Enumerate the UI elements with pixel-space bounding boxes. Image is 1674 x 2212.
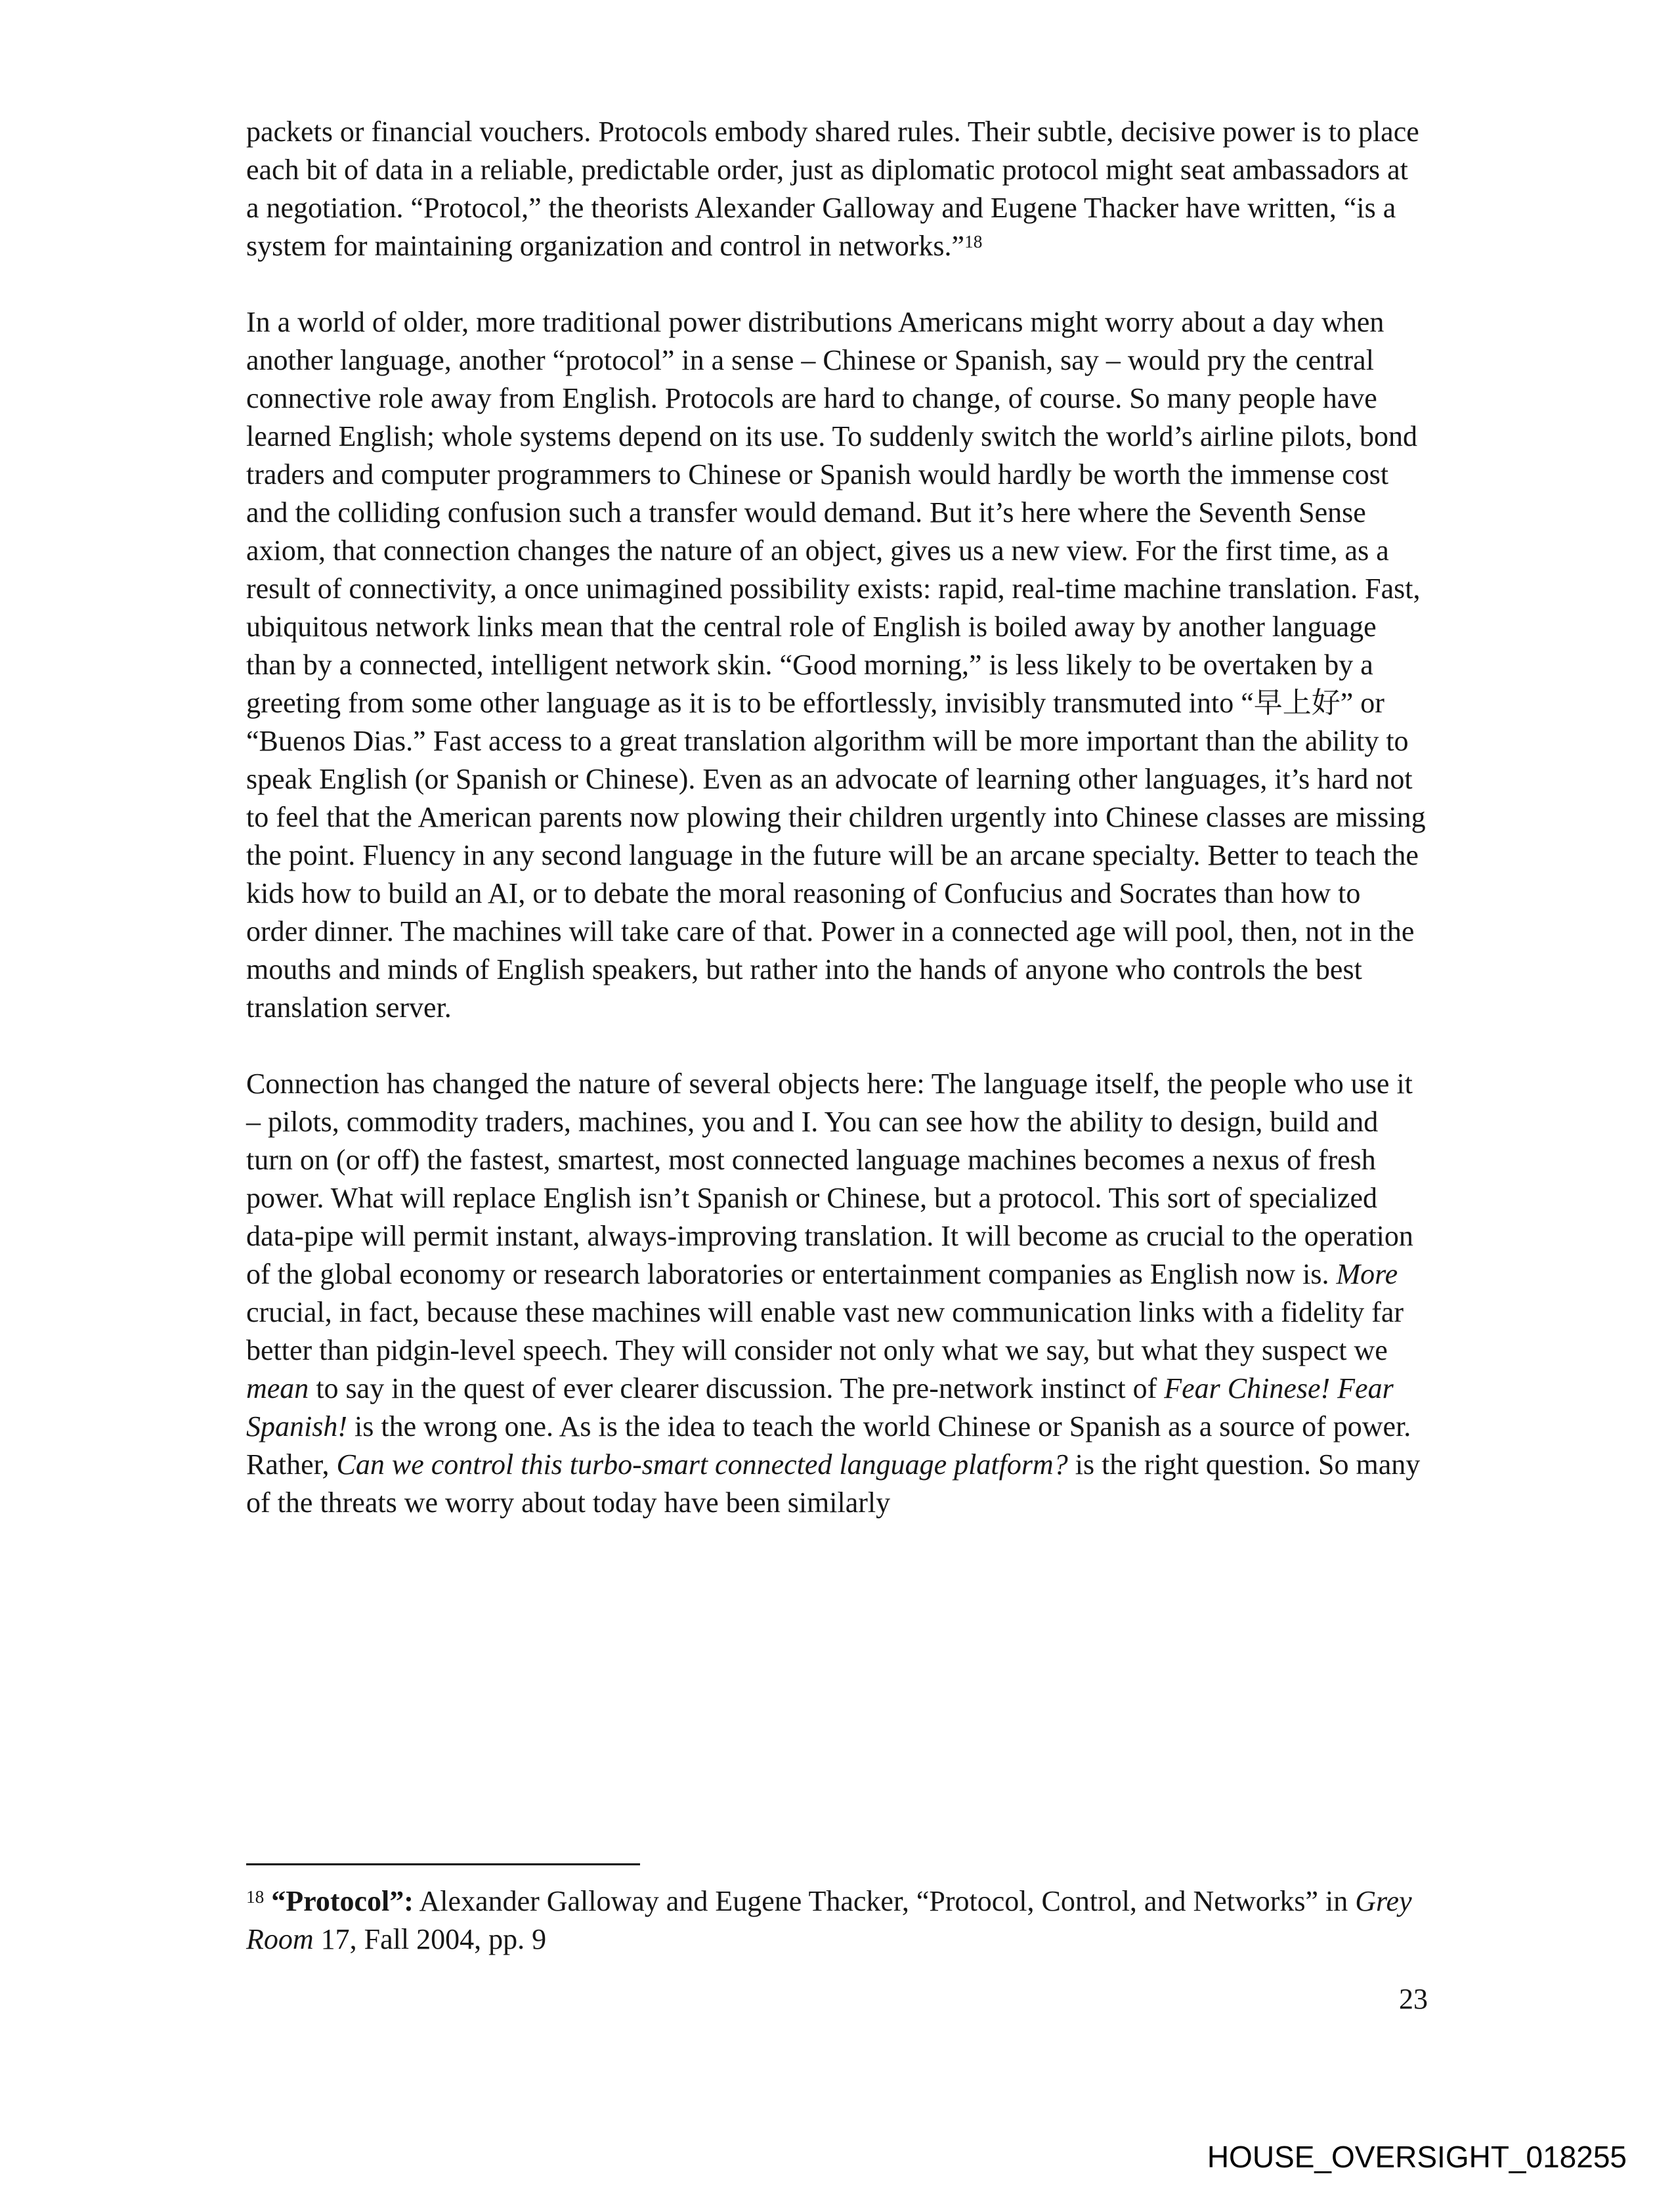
footnote (246, 1882, 1428, 1959)
paragraph-text: packets or financial vouchers. Protocols embody shared rules. Their subtle, decisive power is to place each bit of data in a reliable, predictable order, just as diplomatic protocol might seat ambassadors at a negotiation. “Protocol,” the theorists Alexander Galloway and Eugene Thacker have written, “is a system for maintaining organization and control in networks.” (246, 116, 1419, 262)
footnote-work-title: Grey Room (246, 1885, 1412, 1955)
page-number: 23 (1399, 1983, 1428, 2015)
footnote-text-segment: 17, Fall 2004, pp. 9 (313, 1923, 547, 1955)
paragraph-text: Connection has changed the nature of several objects here: The language itself, the people who use it – pilots, commodity traders, machines, you and I. You can see how the ability to design, build and turn on (or off) the fastest, smartest, most connected language machines becomes a nexus of fresh power. What will replace English isn’t Spanish or Chinese, but a protocol. This sort of specialized data-pipe will permit instant, always-improving translation. It will become as crucial to the operation of the global economy or research laboratories or entertainment companies as English now is. (246, 1068, 1413, 1290)
paragraph-text: is the right question. So many of the threats we worry about today have been similarly (246, 1448, 1421, 1519)
footnote-bold-lead: “Protocol”: (271, 1885, 414, 1917)
emphasized-text: Fear Chinese! Fear Spanish! (246, 1372, 1394, 1442)
paragraph-text: to say in the quest of ever clearer discussion. The pre-network instinct of (309, 1372, 1165, 1404)
paragraph-text: In a world of older, more traditional power distributions Americans might worry about a day when another language, another “protocol” in a sense – Chinese or Spanish, say – would pry the central connective role away from English. Protocols are hard to change, of course. So many people have learned English; whole systems depend on its use. To suddenly switch the world’s airline pilots, bond traders and computer programmers to Chinese or Spanish would hardly be worth the immense cost and the colliding confusion such a transfer would demand. But it’s here where the Seventh Sense axiom, that connection changes the nature of an object, gives us a new view. For the first time, as a result of connectivity, a once unimagined possibility exists: rapid, real-time machine translation. Fast, ubiquitous network links mean that the central role of English is boiled away by another language than by a connected, intelligent network skin. “Good morning,” is less likely to be overtaken by a greeting from some other language as it is to be effortlessly, invisibly transmuted into “早上好” or “Buenos Dias.” Fast access to a great translation algorithm will be more important than the ability to speak English (or Spanish or Chinese). Even as an advocate of learning other languages, it’s hard not to feel that the American parents now plowing their children urgently into Chinese classes are missing the point. Fluency in any second language in the future will be an arcane specialty. Better to teach the kids how to build an AI, or to debate the moral reasoning of Confucius and Socrates than how to order dinner. The machines will take care of that. Power in a connected age will pool, then, not in the mouths and minds of English speakers, but rather into the hands of anyone who controls the best translation server. (246, 306, 1426, 1024)
footnote-text-segment: Alexander Galloway and Eugene Thacker, “Protocol, Control, and Networks” in (413, 1885, 1356, 1917)
paragraph-text: is the wrong one. As is the idea to teach the world Chinese or Spanish as a source of power. Rather, (246, 1410, 1411, 1481)
bates-stamp: HOUSE_OVERSIGHT_018255 (1207, 2140, 1627, 2174)
footnote-marker: 18 (246, 1886, 265, 1907)
paragraph-text: crucial, in fact, because these machines will enable vast new communication links with a fidelity far better than pidgin-level speech. They will consider not only what we say, but what they suspect we (246, 1296, 1404, 1366)
paragraph (246, 1065, 1428, 1522)
emphasized-text: mean (246, 1372, 309, 1404)
footnote-reference: 18 (964, 231, 983, 251)
emphasized-text: More (1336, 1258, 1398, 1290)
footnote-separator (246, 1863, 640, 1865)
page-body (246, 113, 1428, 1560)
emphasized-text: Can we control this turbo-smart connected language platform? (336, 1448, 1068, 1481)
footnote-area (246, 1863, 1428, 1959)
paragraph (246, 303, 1428, 1027)
paragraph (246, 113, 1428, 265)
